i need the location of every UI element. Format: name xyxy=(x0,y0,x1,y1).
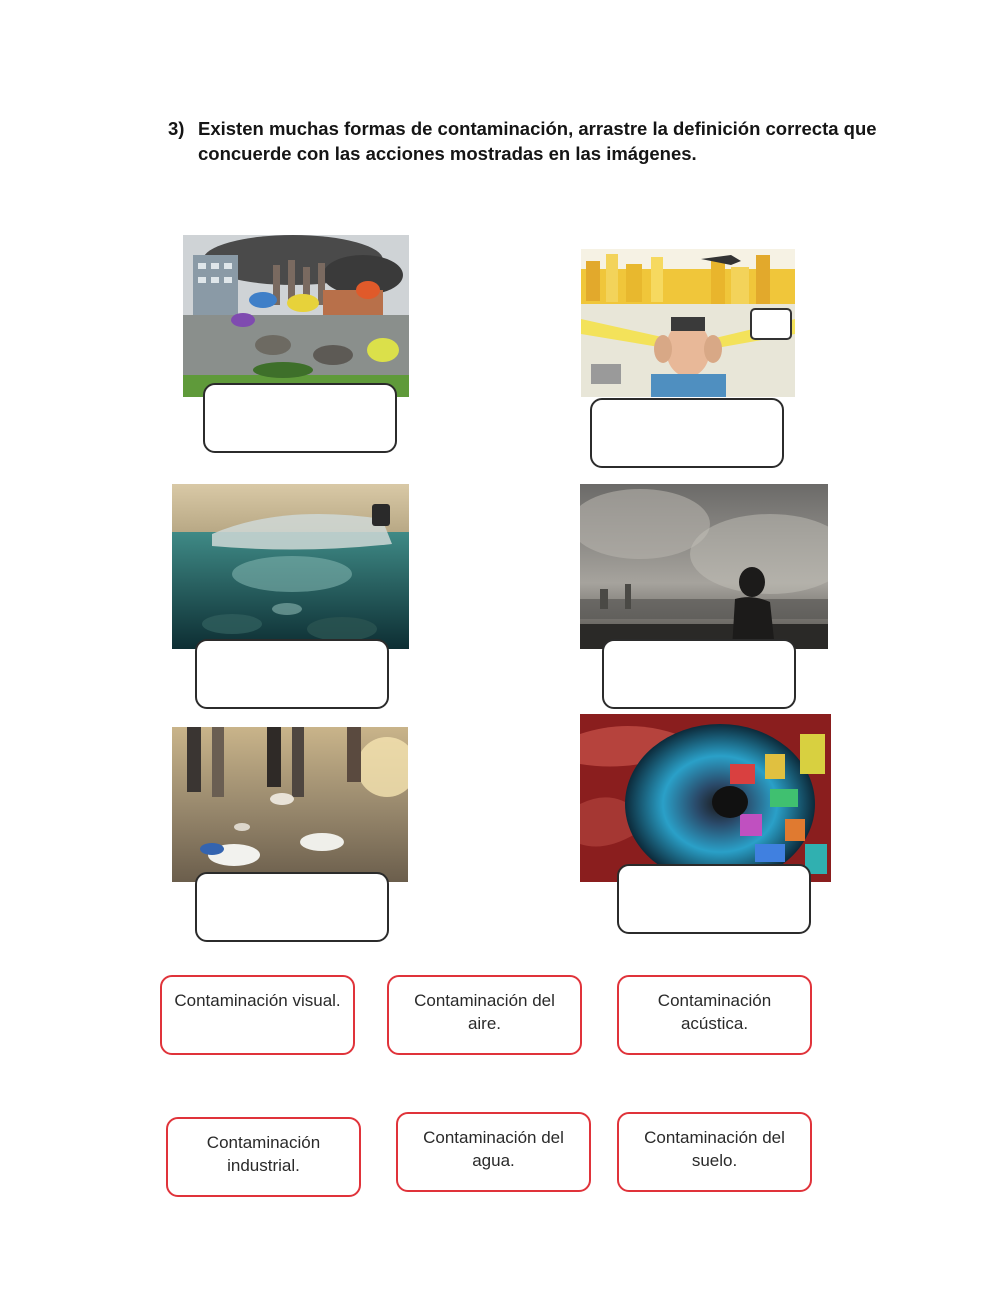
answer-card-soil[interactable] xyxy=(617,1112,812,1192)
answer-card-label: Contaminación visual. xyxy=(174,991,341,1010)
answer-card-label: Contaminación acústica. xyxy=(657,991,772,1033)
drop-zone-3[interactable] xyxy=(195,639,389,709)
answer-card-label: Contaminación del agua. xyxy=(423,1128,564,1170)
question-number: 3) xyxy=(168,118,185,139)
drop-zone-2[interactable] xyxy=(590,398,784,468)
answer-card-label: Contaminación industrial. xyxy=(206,1133,321,1175)
answer-card-air[interactable] xyxy=(387,975,582,1055)
answer-card-label: Contaminación del aire. xyxy=(414,991,555,1033)
answer-card-water[interactable] xyxy=(396,1112,591,1192)
question-text: Existen muchas formas de contaminación, arrastre la definición correcta que concuerde con las acciones mostradas en las imágenes. xyxy=(198,118,877,164)
air-pollution-image xyxy=(580,484,828,649)
drop-zone-4[interactable] xyxy=(602,639,796,709)
litter-masks-image xyxy=(172,727,408,882)
drop-zone-1[interactable] xyxy=(203,383,397,453)
noise-pollution-image xyxy=(581,249,795,397)
drop-zone-6[interactable] xyxy=(617,864,811,934)
answer-card-industrial[interactable] xyxy=(166,1117,361,1197)
answer-card-label: Contaminación del suelo. xyxy=(644,1128,785,1170)
water-pollution-image xyxy=(172,484,409,649)
industrial-pollution-image xyxy=(183,235,409,397)
answer-card-acoustic[interactable] xyxy=(617,975,812,1055)
answer-card-visual[interactable] xyxy=(160,975,355,1055)
visual-pollution-eye-image xyxy=(580,714,831,882)
drop-zone-5[interactable] xyxy=(195,872,389,942)
